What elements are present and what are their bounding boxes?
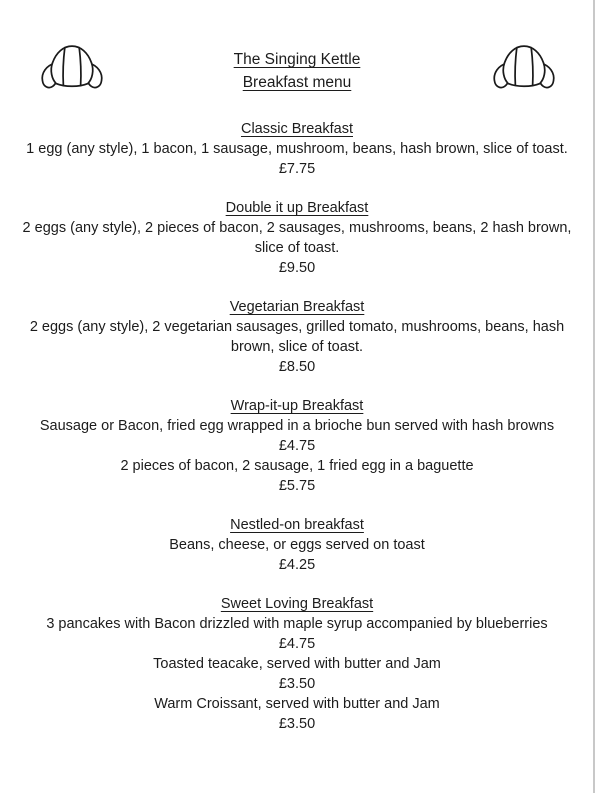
item-price: £3.50 bbox=[278, 716, 316, 732]
item-price: £7.75 bbox=[278, 161, 316, 177]
item-description: 2 pieces of bacon, 2 sausage, 1 fried egg in a baguette bbox=[120, 458, 474, 474]
item-price: £3.50 bbox=[278, 676, 316, 692]
item-price: £4.25 bbox=[278, 557, 316, 573]
croissant-icon bbox=[36, 38, 108, 96]
item-description: 2 eggs (any style), 2 vegetarian sausages, grilled tomato, mushrooms, beans, hash brown, slice of toast. bbox=[29, 319, 565, 355]
item-price: £5.75 bbox=[278, 478, 316, 494]
item-description: 1 egg (any style), 1 bacon, 1 sausage, mushroom, beans, hash brown, slice of toast. bbox=[26, 141, 568, 157]
menu-section bbox=[19, 594, 575, 734]
menu-section bbox=[19, 198, 575, 278]
page-subtitle: Breakfast menu bbox=[242, 74, 352, 91]
item-description: Warm Croissant, served with butter and Jam bbox=[154, 696, 440, 712]
menu-section bbox=[19, 297, 575, 377]
item-description: Beans, cheese, or eggs served on toast bbox=[169, 537, 425, 553]
item-description: Sausage or Bacon, fried egg wrapped in a brioche bun served with hash browns bbox=[39, 418, 555, 434]
menu-body bbox=[19, 94, 575, 734]
item-price: £8.50 bbox=[278, 359, 316, 375]
page-title: The Singing Kettle bbox=[233, 51, 361, 68]
section-heading: Nestled-on breakfast bbox=[230, 517, 364, 533]
section-heading: Wrap-it-up Breakfast bbox=[230, 398, 364, 414]
item-price: £4.75 bbox=[278, 636, 316, 652]
menu-section bbox=[19, 119, 575, 179]
menu-section bbox=[19, 396, 575, 496]
item-price: £9.50 bbox=[278, 260, 316, 276]
item-price: £4.75 bbox=[278, 438, 316, 454]
item-description: 2 eggs (any style), 2 pieces of bacon, 2 sausages, mushrooms, beans, 2 hash brown, slice of toast. bbox=[22, 220, 572, 256]
menu-header bbox=[0, 0, 594, 94]
croissant-icon bbox=[488, 38, 560, 96]
page-right-border bbox=[593, 0, 595, 793]
section-heading: Double it up Breakfast bbox=[225, 200, 369, 216]
menu-section bbox=[19, 515, 575, 575]
section-heading: Classic Breakfast bbox=[240, 121, 353, 137]
item-description: Toasted teacake, served with butter and Jam bbox=[153, 656, 441, 672]
item-description: 3 pancakes with Bacon drizzled with maple syrup accompanied by blueberries bbox=[46, 616, 548, 632]
section-heading: Vegetarian Breakfast bbox=[229, 299, 365, 315]
section-heading: Sweet Loving Breakfast bbox=[220, 596, 374, 612]
